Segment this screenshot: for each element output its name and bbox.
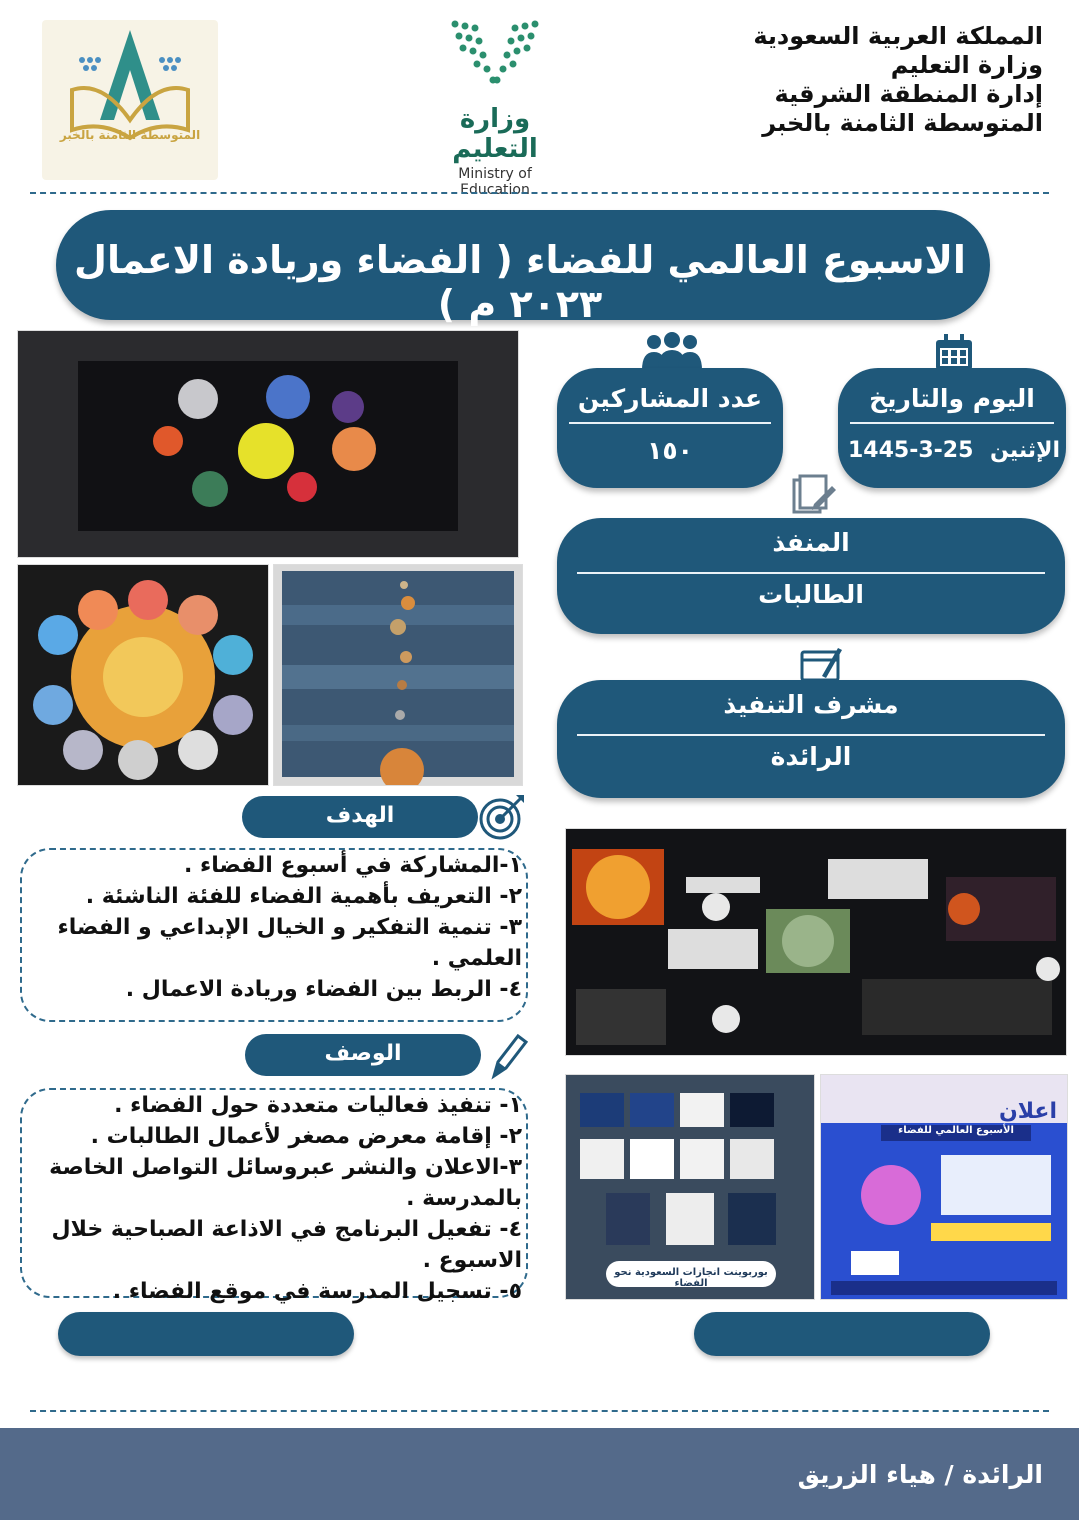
photo-slides	[565, 1074, 815, 1300]
slides-image	[566, 1075, 814, 1299]
participants-label: عدد المشاركين	[577, 384, 763, 413]
photo-announcement-poster	[820, 1074, 1068, 1300]
header-divider	[30, 192, 1049, 194]
executor-value: الطالبات	[758, 580, 864, 609]
ministry-name-ar: وزارة التعليم	[452, 104, 538, 164]
calendar-icon	[934, 334, 974, 372]
photo-exhibition-board	[565, 828, 1067, 1056]
school-logo-text: المتوسطة الثامنة بالخبر	[59, 128, 201, 142]
goal-item: ١-المشاركة في أسبوع الفضاء .	[183, 853, 522, 878]
header-text-block	[723, 22, 1043, 138]
page-title: الاسبوع العالمي للفضاء ( الفضاء وريادة الاعمال ٢٠٢٣ م )	[74, 238, 966, 326]
ministry-logo	[430, 14, 560, 198]
photo-painted-planets	[273, 564, 523, 786]
people-group-icon	[640, 332, 704, 372]
exhibition-board-image	[566, 829, 1066, 1055]
description-item: ٤- تفعيل البرنامج في الاذاعة الصباحية خلال الاسبوع .	[51, 1217, 522, 1273]
edit-document-icon	[790, 474, 836, 518]
poster-announce: اعلان	[998, 1099, 1057, 1124]
description-list	[30, 1090, 522, 1307]
goal-item: ٢- التعريف بأهمية الفضاء للفئة الناشئة .	[85, 884, 522, 909]
description-item: ١- تنفيذ فعاليات متعددة حول الفضاء .	[114, 1093, 522, 1118]
date-label: اليوم والتاريخ	[869, 384, 1035, 413]
slides-caption: بوربوينت انجازات السعودية نحو الفضاء	[614, 1267, 768, 1289]
poster-subtitle: الأسبوع العالمي للفضاء	[898, 1125, 1014, 1136]
header-line-kingdom: المملكة العربية السعودية	[753, 22, 1043, 50]
supervisor-value: الرائدة	[770, 742, 852, 771]
photo-planets-sun	[17, 564, 269, 786]
school-logo	[42, 20, 218, 180]
solar-box-image	[18, 331, 518, 557]
date-day: الإثنين	[990, 438, 1060, 463]
pencil-icon	[490, 1032, 528, 1080]
footer-divider	[30, 1410, 1049, 1412]
goal-item: ٣- تنمية التفكير و الخيال الإبداعي و الفضاء العلمي .	[57, 915, 522, 971]
description-item: ٣-الاعلان والنشر عبروسائل التواصل الخاصة بالمدرسة .	[49, 1155, 522, 1211]
executor-label: المنفذ	[772, 528, 850, 557]
target-icon	[478, 793, 526, 841]
header-line-region: إدارة المنطقة الشرقية	[774, 80, 1043, 108]
bottom-pill-right	[694, 1312, 990, 1356]
date-divider	[850, 422, 1054, 424]
participants-card	[557, 368, 783, 488]
description-tag: الوصف	[245, 1034, 481, 1076]
supervisor-card	[557, 680, 1065, 798]
bottom-pill-left	[58, 1312, 354, 1356]
planets-sun-image	[18, 565, 268, 785]
supervisor-divider	[577, 734, 1045, 736]
participants-value: ١٥٠	[647, 436, 693, 465]
date-card	[838, 368, 1066, 488]
footer-author: الرائدة / هياء الزريق	[797, 1460, 1043, 1489]
goal-item: ٤- الربط بين الفضاء وريادة الاعمال .	[125, 977, 522, 1002]
participants-divider	[569, 422, 771, 424]
school-logo-icon	[42, 20, 218, 180]
header-line-school: المتوسطة الثامنة بالخبر	[762, 109, 1043, 137]
description-item: ٥- تسجيل المدرسة في موقع الفضاء .	[112, 1279, 522, 1304]
ministry-logo-icon	[435, 14, 555, 94]
date-value: 1445-3-25	[848, 438, 974, 463]
supervisor-label: مشرف التنفيذ	[723, 690, 899, 719]
goal-list	[30, 850, 522, 1005]
photo-solar-box	[17, 330, 519, 558]
painted-planets-image	[274, 565, 522, 785]
goal-tag: الهدف	[242, 796, 478, 838]
header-line-ministry: وزارة التعليم	[890, 51, 1043, 79]
notepad-pen-icon	[800, 646, 842, 682]
description-item: ٢- إقامة معرض مصغر لأعمال الطالبات .	[90, 1124, 522, 1149]
executor-card	[557, 518, 1065, 634]
executor-divider	[577, 572, 1045, 574]
ministry-name-en: Ministry of Education	[458, 166, 532, 198]
